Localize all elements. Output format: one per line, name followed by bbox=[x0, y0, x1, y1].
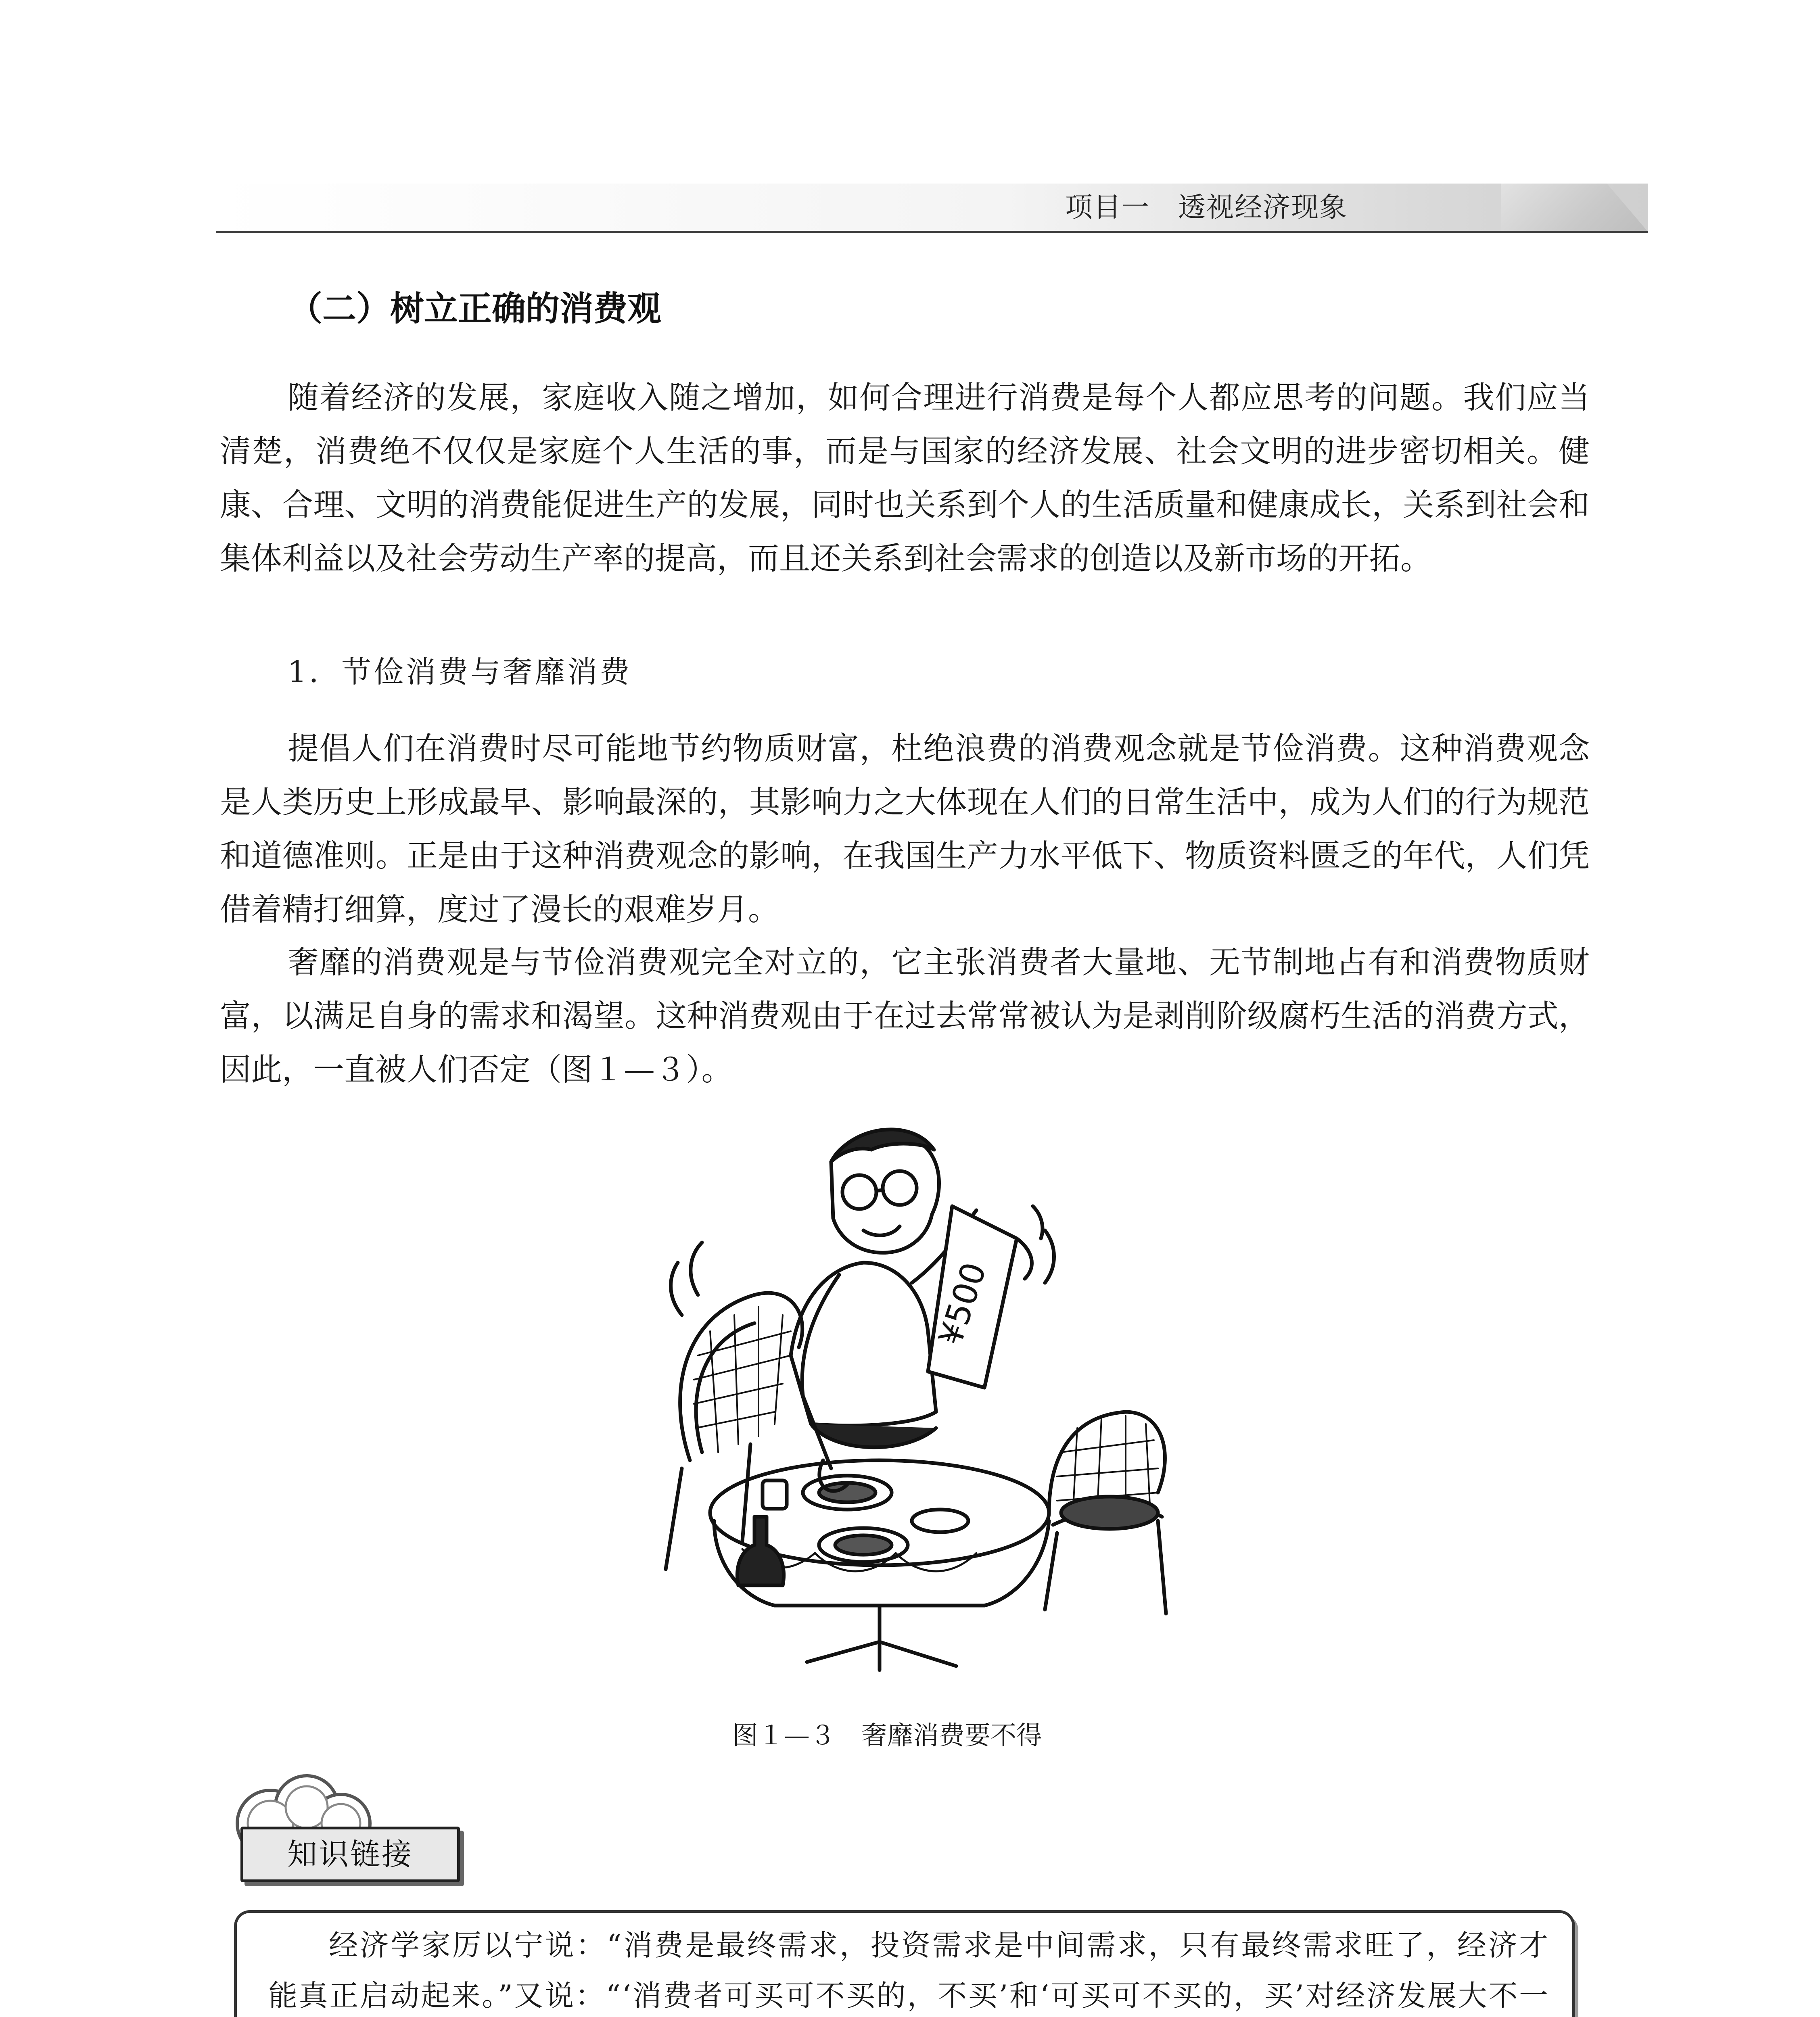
subheading-thrift-luxury: 1．节俭消费与奢靡消费 bbox=[288, 655, 632, 689]
section-heading: （二）树立正确的消费观 bbox=[288, 289, 662, 328]
figure-caption: 图１—３ 奢靡消费要不得 bbox=[732, 1721, 1042, 1751]
paragraph-thrift: 提倡人们在消费时尽可能地节约物质财富，杜绝浪费的消费观念就是节俭消费。这种消费观念是人类历史上形成最早、影响最深的，其影响力之大体现在人们的日常生活中，成为人们的行为规范和道德准则。正是由于这种消费观念的影响，在我国生产力水平低下、物质资料匮乏的年代，人们凭借着精打细算，度过了漫长的艰难岁月。 bbox=[220, 731, 1590, 928]
knowledge-link-badge bbox=[240, 1827, 460, 1882]
header-rule bbox=[216, 231, 1648, 233]
cartoon-illustration bbox=[621, 1105, 1194, 1678]
running-header-title: 项目一 透视经济现象 bbox=[1065, 192, 1348, 223]
bill-amount: ¥500 bbox=[931, 1258, 994, 1350]
paragraph-luxury: 奢靡的消费观是与节俭消费观完全对立的，它主张消费者大量地、无节制地占有和消费物质财富，以满足自身的需求和渴望。这种消费观由于在过去常常被认为是剥削阶级腐朽生活的消费方式，因此，一直被人们否定（图１—３）。 bbox=[220, 945, 1590, 1088]
intro-paragraph: 随着经济的发展，家庭收入随之增加，如何合理进行消费是每个人都应思考的问题。我们应当清楚，消费绝不仅仅是家庭个人生活的事，而是与国家的经济发展、社会文明的进步密切相关。健康、合理、文明的消费能促进生产的发展，同时也关系到个人的生活质量和健康成长，关系到社会和集体利益以及社会劳动生产率的提高，而且还关系到社会需求的创造以及新市场的开拓。 bbox=[220, 380, 1590, 577]
knowledge-link-label: 知识链接 bbox=[287, 1837, 413, 1872]
knowledge-link-text: 经济学家厉以宁说：“消费是最终需求，投资需求是中间需求，只有最终需求旺了，经济才能真正启动起来。”又说：“‘消费者可买可不买的，不买’和‘可买可不买的，买’对经济发展大不一 bbox=[268, 1928, 1549, 2013]
header-band bbox=[216, 184, 1648, 232]
cartoon-svg bbox=[621, 1105, 1194, 1678]
